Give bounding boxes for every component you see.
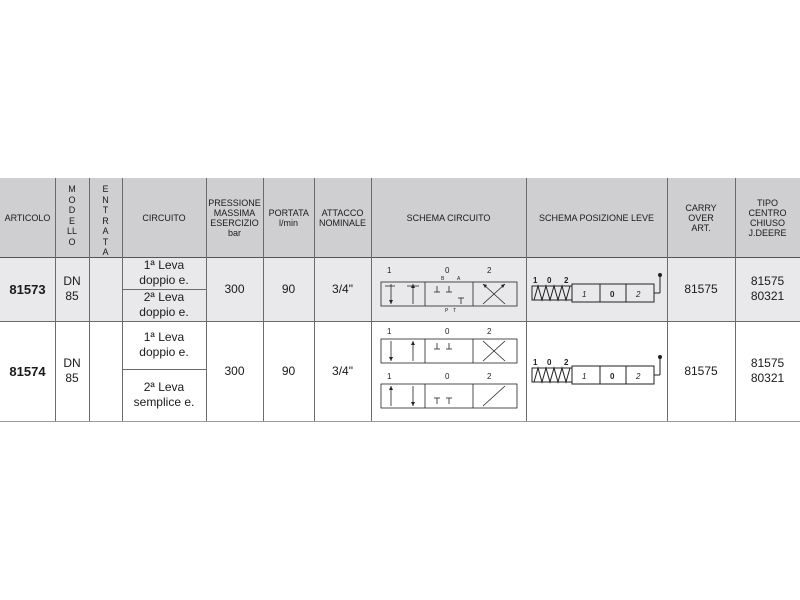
carry-over-cell: 81575 — [684, 281, 718, 296]
tipo-centro-cell: 81575 80321 — [750, 356, 785, 385]
articolo-cell: 81573 — [9, 281, 46, 297]
valve-schematic-double-acting — [379, 325, 519, 370]
header-portata: PORTATA l/min — [263, 178, 314, 257]
pressione-cell: 300 — [224, 363, 245, 378]
port-label-0: 0 — [445, 372, 450, 381]
articolo-cell: 81574 — [9, 363, 46, 379]
header-modello: MODELLO — [55, 178, 89, 257]
valve-schematic-single-acting — [379, 370, 519, 418]
header-carry-over: CARRY OVER ART. — [667, 178, 735, 257]
svg-text:0: 0 — [610, 372, 615, 381]
port-letter-t: T — [453, 308, 457, 314]
valve-schematic-double-acting — [379, 264, 519, 316]
svg-text:2: 2 — [636, 290, 641, 299]
tipo-centro-cell: 81575 80321 — [750, 274, 785, 303]
modello-cell: DN 85 — [63, 274, 81, 303]
svg-text:2: 2 — [564, 276, 569, 285]
port-label-2: 2 — [487, 266, 492, 275]
svg-text:1: 1 — [533, 358, 538, 367]
svg-text:0: 0 — [610, 290, 615, 299]
svg-text:0: 0 — [547, 276, 552, 285]
header-circuito: CIRCUITO — [122, 178, 206, 257]
port-label-1: 1 — [387, 266, 392, 275]
port-label-1: 1 — [387, 372, 392, 381]
port-label-0: 0 — [445, 327, 450, 336]
port-label-2: 2 — [487, 327, 492, 336]
svg-text:2: 2 — [564, 358, 569, 367]
lever-position-diagram — [530, 270, 664, 310]
pressione-cell: 300 — [224, 281, 245, 296]
svg-text:1: 1 — [533, 276, 538, 285]
col-sep — [89, 178, 90, 421]
lever-position-diagram — [530, 352, 664, 392]
col-sep — [526, 178, 527, 421]
circuito-lever2: 2ª Leva semplice e. — [133, 380, 195, 409]
svg-text:2: 2 — [636, 372, 641, 381]
table-bottom-line — [0, 421, 800, 422]
portata-cell: 90 — [281, 363, 296, 378]
svg-text:0: 0 — [547, 358, 552, 367]
portata-cell: 90 — [281, 281, 296, 296]
port-label-0: 0 — [445, 266, 450, 275]
attacco-cell: 3/4" — [332, 281, 353, 296]
port-label-2: 2 — [487, 372, 492, 381]
port-letter-b: B — [441, 276, 445, 282]
header-entrata: ENTRATA — [89, 178, 122, 257]
port-label-1: 1 — [387, 327, 392, 336]
header-pressione: PRESSIONE MASSIMA ESERCIZIO bar — [206, 178, 263, 257]
circuito-lever2: 2ª Leva doppio e. — [139, 290, 189, 319]
header-articolo: ARTICOLO — [0, 178, 55, 257]
circuito-lever1: 1ª Leva doppio e. — [139, 258, 189, 287]
header-schema-leve: SCHEMA POSIZIONE LEVE — [526, 178, 667, 257]
port-letter-p: P — [445, 308, 449, 314]
header-tipo-centro: TIPO CENTRO CHIUSO J.DEERE — [735, 178, 800, 257]
modello-cell: DN 85 — [63, 356, 81, 385]
port-letter-a: A — [457, 276, 461, 282]
header-schema-circuito: SCHEMA CIRCUITO — [371, 178, 526, 257]
attacco-cell: 3/4" — [332, 363, 353, 378]
svg-text:1: 1 — [582, 372, 587, 381]
circuito-lever1: 1ª Leva doppio e. — [139, 330, 189, 359]
header-attacco: ATTACCO NOMINALE — [314, 178, 371, 257]
svg-text:1: 1 — [582, 290, 587, 299]
carry-over-cell: 81575 — [684, 363, 718, 378]
col-sep — [371, 178, 372, 421]
